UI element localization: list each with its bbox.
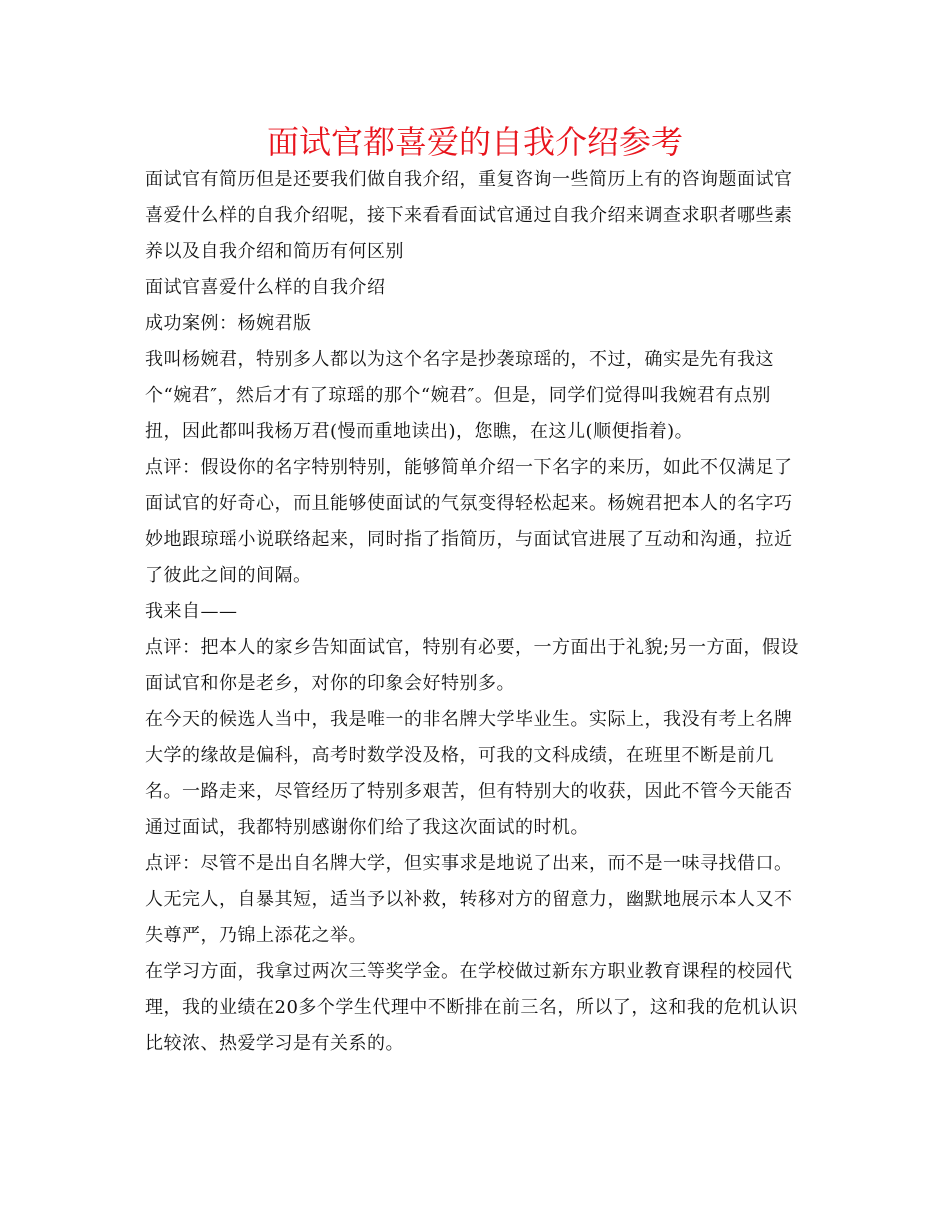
text-line: 个“婉君″，然后才有了琼瑶的那个“婉君″。但是，同学们觉得叫我婉君有点别 (145, 385, 771, 406)
text-line: 名。一路走来，尽管经历了特别多艰苦，但有特别大的收获，因此不管今天能否 (145, 781, 793, 802)
text-line: 在今天的候选人当中，我是唯一的非名牌大学毕业生。实际上，我没有考上名牌 (145, 709, 793, 730)
section-heading: 面试官喜爱什么样的自我介绍 (145, 277, 386, 298)
text-line: 在学习方面，我拿过两次三等奖学金。在学校做过新东方职业教育课程的校园代 (145, 961, 793, 982)
text-line: 点评：尽管不是出自名牌大学，但实事求是地说了出来，而不是一味寻找借口。 (145, 853, 793, 874)
text-line: 面试官的好奇心，而且能够使面试的气氛变得轻松起来。杨婉君把本人的名字巧 (145, 493, 793, 514)
text-line: 妙地跟琼瑶小说联络起来，同时指了指简历，与面试官进展了互动和沟通，拉近 (145, 529, 793, 550)
text-line: 了彼此之间的间隔。 (145, 565, 312, 586)
page-title: 面试官都喜爱的自我介绍参考 (266, 123, 683, 161)
text-line: 我叫杨婉君，特别多人都以为这个名字是抄袭琼瑶的，不过，确实是先有我这 (145, 349, 774, 370)
text-line: 失尊严，乃锦上添花之举。 (145, 925, 367, 946)
text-line: 我来自—— (145, 601, 238, 622)
text-line: 面试官有简历但是还要我们做自我介绍，重复咨询一些简历上有的咨询题面试官 (145, 169, 793, 190)
text-line: 比较浓、热爱学习是有关系的。 (145, 1033, 404, 1054)
text-line: 人无完人，自暴其短，适当予以补救，转移对方的留意力，幽默地展示本人又不 (145, 889, 793, 910)
text-line: 面试官和你是老乡，对你的印象会好特别多。 (145, 673, 515, 694)
text-line: 大学的缘故是偏科，高考时数学没及格，可我的文科成绩，在班里不断是前几 (145, 745, 774, 766)
text-line: 养以及自我介绍和简历有何区别 (145, 241, 404, 262)
document-body (145, 162, 813, 1062)
section-heading: 成功案例：杨婉君版 (145, 313, 312, 334)
text-line: 点评：把本人的家乡告知面试官，特别有必要，一方面出于礼貌;另一方面，假设 (145, 637, 800, 658)
text-line: 喜爱什么样的自我介绍呢，接下来看看面试官通过自我介绍来调查求职者哪些素 (145, 205, 793, 226)
text-line: 点评：假设你的名字特别特别，能够简单介绍一下名字的来历，如此不仅满足了 (145, 457, 793, 478)
text-line: 扭，因此都叫我杨万君(慢而重地读出)，您瞧，在这儿(顺便指着)。 (145, 421, 694, 442)
text-line: 通过面试，我都特别感谢你们给了我这次面试的时机。 (145, 817, 589, 838)
text-line: 理，我的业绩在20多个学生代理中不断排在前三名，所以了，这和我的危机认识 (145, 997, 798, 1018)
